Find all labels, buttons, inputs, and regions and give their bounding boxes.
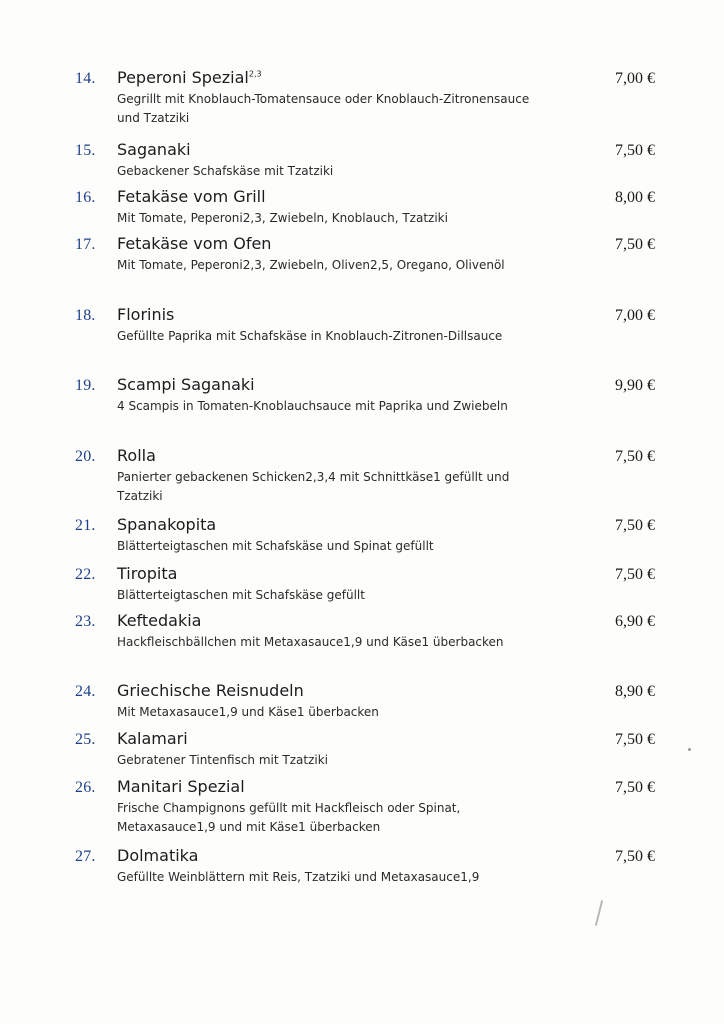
item-description: Gefüllte Weinblättern mit Reis, Tzatziki und Metaxasauce1,9 bbox=[117, 870, 480, 884]
item-number: 15. bbox=[75, 142, 96, 159]
item-name: Keftedakia bbox=[117, 611, 202, 630]
item-number: 18. bbox=[75, 307, 96, 324]
menu-item bbox=[75, 729, 665, 777]
item-number: 19. bbox=[75, 377, 96, 394]
item-price: 7,50 € bbox=[615, 236, 655, 253]
item-number: 22. bbox=[75, 566, 96, 583]
item-name: Manitari Spezial bbox=[117, 777, 245, 796]
item-name: Fetakäse vom Grill bbox=[117, 187, 266, 206]
item-name: Scampi Saganaki bbox=[117, 375, 255, 394]
item-description: Hackfleischbällchen mit Metaxasauce1,9 und Käse1 überbacken bbox=[117, 635, 504, 649]
item-number: 21. bbox=[75, 517, 96, 534]
item-name: Florinis bbox=[117, 305, 175, 324]
menu-item bbox=[75, 564, 665, 611]
item-name bbox=[117, 68, 537, 88]
menu-item bbox=[75, 375, 665, 446]
item-price: 7,50 € bbox=[615, 566, 655, 583]
item-description: Blätterteigtaschen mit Schafskäse und Spinat gefüllt bbox=[117, 539, 434, 553]
item-name: Saganaki bbox=[117, 140, 191, 159]
menu-item bbox=[75, 68, 665, 140]
item-name: Fetakäse vom Ofen bbox=[117, 234, 272, 253]
item-name-text: Peperoni Spezial bbox=[117, 68, 249, 87]
item-price: 6,90 € bbox=[615, 613, 655, 630]
menu-item bbox=[75, 140, 665, 187]
item-description: Frische Champignons gefüllt mit Hackfleisch oder Spinat, Metaxasauce1,9 und mit Käse1 überbacken bbox=[117, 801, 461, 834]
item-description: Gebackener Schafskäse mit Tzatziki bbox=[117, 164, 334, 178]
menu-item bbox=[75, 305, 665, 375]
item-price: 7,50 € bbox=[615, 779, 655, 796]
menu-item bbox=[75, 777, 665, 846]
item-body bbox=[117, 681, 537, 722]
item-body bbox=[117, 729, 537, 770]
item-body bbox=[117, 446, 537, 506]
item-name: Griechische Reisnudeln bbox=[117, 681, 304, 700]
menu-list bbox=[75, 68, 665, 894]
item-body bbox=[117, 611, 537, 652]
item-body bbox=[117, 515, 537, 556]
item-price: 9,90 € bbox=[615, 377, 655, 394]
item-number: 16. bbox=[75, 189, 96, 206]
menu-item bbox=[75, 515, 665, 564]
item-number: 14. bbox=[75, 70, 96, 87]
item-number: 25. bbox=[75, 731, 96, 748]
item-number: 17. bbox=[75, 236, 96, 253]
item-description: Mit Tomate, Peperoni2,3, Zwiebeln, Knoblauch, Tzatziki bbox=[117, 211, 448, 225]
item-body bbox=[117, 68, 537, 128]
item-number: 27. bbox=[75, 848, 96, 865]
menu-item bbox=[75, 446, 665, 515]
menu-item bbox=[75, 187, 665, 234]
item-price: 7,50 € bbox=[615, 848, 655, 865]
item-description: 4 Scampis in Tomaten-Knoblauchsauce mit Paprika und Zwiebeln bbox=[117, 399, 508, 413]
item-name: Spanakopita bbox=[117, 515, 217, 534]
item-description: Gebratener Tintenfisch mit Tzatziki bbox=[117, 753, 328, 767]
pencil-mark bbox=[595, 900, 603, 926]
item-description: Blätterteigtaschen mit Schafskäse gefüllt bbox=[117, 588, 365, 602]
item-price: 8,00 € bbox=[615, 189, 655, 206]
menu-item bbox=[75, 611, 665, 681]
item-price: 7,50 € bbox=[615, 731, 655, 748]
item-name: Rolla bbox=[117, 446, 156, 465]
allergen-superscript: 2,3 bbox=[248, 69, 262, 79]
item-body bbox=[117, 234, 537, 275]
item-name: Tiropita bbox=[117, 564, 178, 583]
item-description: Gegrillt mit Knoblauch-Tomatensauce oder Knoblauch-Zitronensauce und Tzatziki bbox=[117, 92, 530, 125]
item-body bbox=[117, 375, 537, 416]
item-body bbox=[117, 187, 537, 228]
item-number: 20. bbox=[75, 448, 96, 465]
item-number: 26. bbox=[75, 779, 96, 796]
item-name: Kalamari bbox=[117, 729, 188, 748]
item-price: 7,50 € bbox=[615, 517, 655, 534]
item-number: 23. bbox=[75, 613, 96, 630]
item-body bbox=[117, 846, 537, 887]
item-number: 24. bbox=[75, 683, 96, 700]
item-description: Mit Tomate, Peperoni2,3, Zwiebeln, Oliven2,5, Oregano, Olivenöl bbox=[117, 258, 505, 272]
item-description: Gefüllte Paprika mit Schafskäse in Knoblauch-Zitronen-Dillsauce bbox=[117, 329, 503, 343]
item-body bbox=[117, 305, 537, 346]
item-price: 7,00 € bbox=[615, 70, 655, 87]
item-description: Mit Metaxasauce1,9 und Käse1 überbacken bbox=[117, 705, 379, 719]
item-body bbox=[117, 564, 537, 605]
item-description: Panierter gebackenen Schicken2,3,4 mit Schnittkäse1 gefüllt und Tzatziki bbox=[117, 470, 510, 503]
item-price: 7,50 € bbox=[615, 448, 655, 465]
item-price: 7,00 € bbox=[615, 307, 655, 324]
item-price: 8,90 € bbox=[615, 683, 655, 700]
menu-item bbox=[75, 846, 665, 894]
menu-item bbox=[75, 681, 665, 729]
item-price: 7,50 € bbox=[615, 142, 655, 159]
item-body bbox=[117, 777, 537, 837]
item-body bbox=[117, 140, 537, 181]
item-name: Dolmatika bbox=[117, 846, 199, 865]
menu-item bbox=[75, 234, 665, 305]
paper-speck bbox=[688, 748, 691, 751]
